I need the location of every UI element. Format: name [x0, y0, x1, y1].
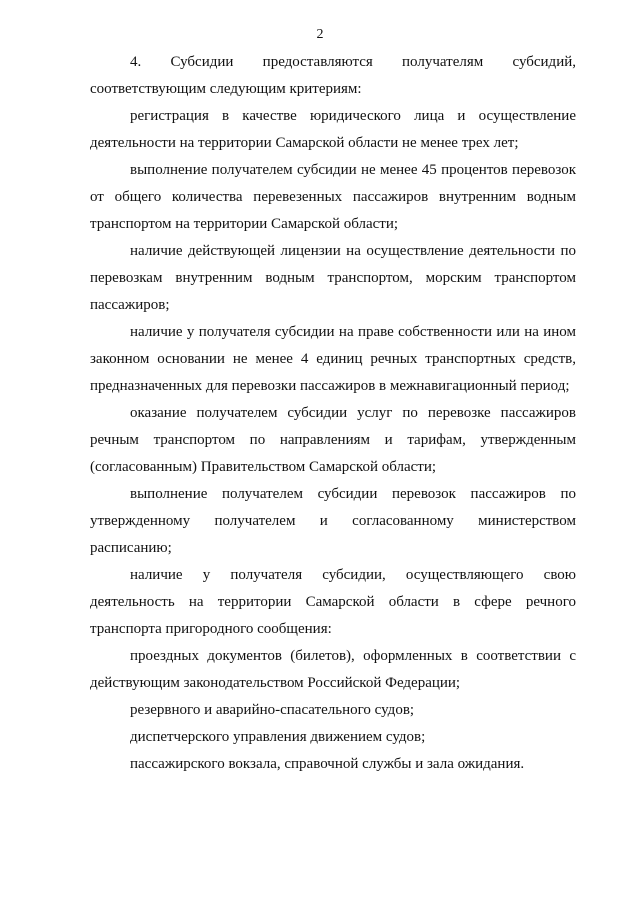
paragraph-rescue-vessels: резервного и аварийно-спасательного судов;: [130, 702, 415, 718]
page-number: 2: [316, 27, 324, 42]
paragraph-registration: регистрация в качестве юридического лица и осуществление деятельности на территории Самарской области не менее трех лет;: [90, 108, 576, 151]
document-body: [90, 49, 576, 778]
paragraph-services: оказание получателем субсидии услуг по перевозке пассажиров речным транспортом по направлениям и тарифам, утвержденным (согласованным) Правительством Самарской области;: [90, 405, 576, 475]
paragraph-dispatch: диспетчерского управления движением судов;: [130, 729, 426, 745]
paragraph-suburban: наличие у получателя субсидии, осуществляющего свою деятельность на территории Самарской области в сфере речного транспорта пригородного сообщения:: [90, 567, 576, 637]
paragraph-schedule: выполнение получателем субсидии перевозок пассажиров по утвержденному получателем и согласованному министерством расписанию;: [90, 486, 576, 556]
paragraph-terminal: пассажирского вокзала, справочной службы и зала ожидания.: [130, 756, 525, 772]
paragraph-vessels: наличие у получателя субсидии на праве собственности или на ином законном основании не менее 4 единиц речных транспортных средств, предназначенных для перевозки пассажиров в межнавигационный период;: [90, 324, 576, 394]
paragraph-transport-share: выполнение получателем субсидии не менее 45 процентов перевозок от общего количества перевезенных пассажиров внутренним водным транспортом на территории Самарской области;: [90, 162, 576, 232]
paragraph-tickets: проездных документов (билетов), оформленных в соответствии с действующим законодательством Российской Федерации;: [90, 648, 576, 691]
paragraph-license: наличие действующей лицензии на осуществление деятельности по перевозкам внутренним водным транспортом, морским транспортом пассажиров;: [90, 243, 576, 313]
paragraph-criteria-intro: 4. Субсидии предоставляются получателям субсидий, соответствующим следующим критериям:: [90, 54, 576, 97]
